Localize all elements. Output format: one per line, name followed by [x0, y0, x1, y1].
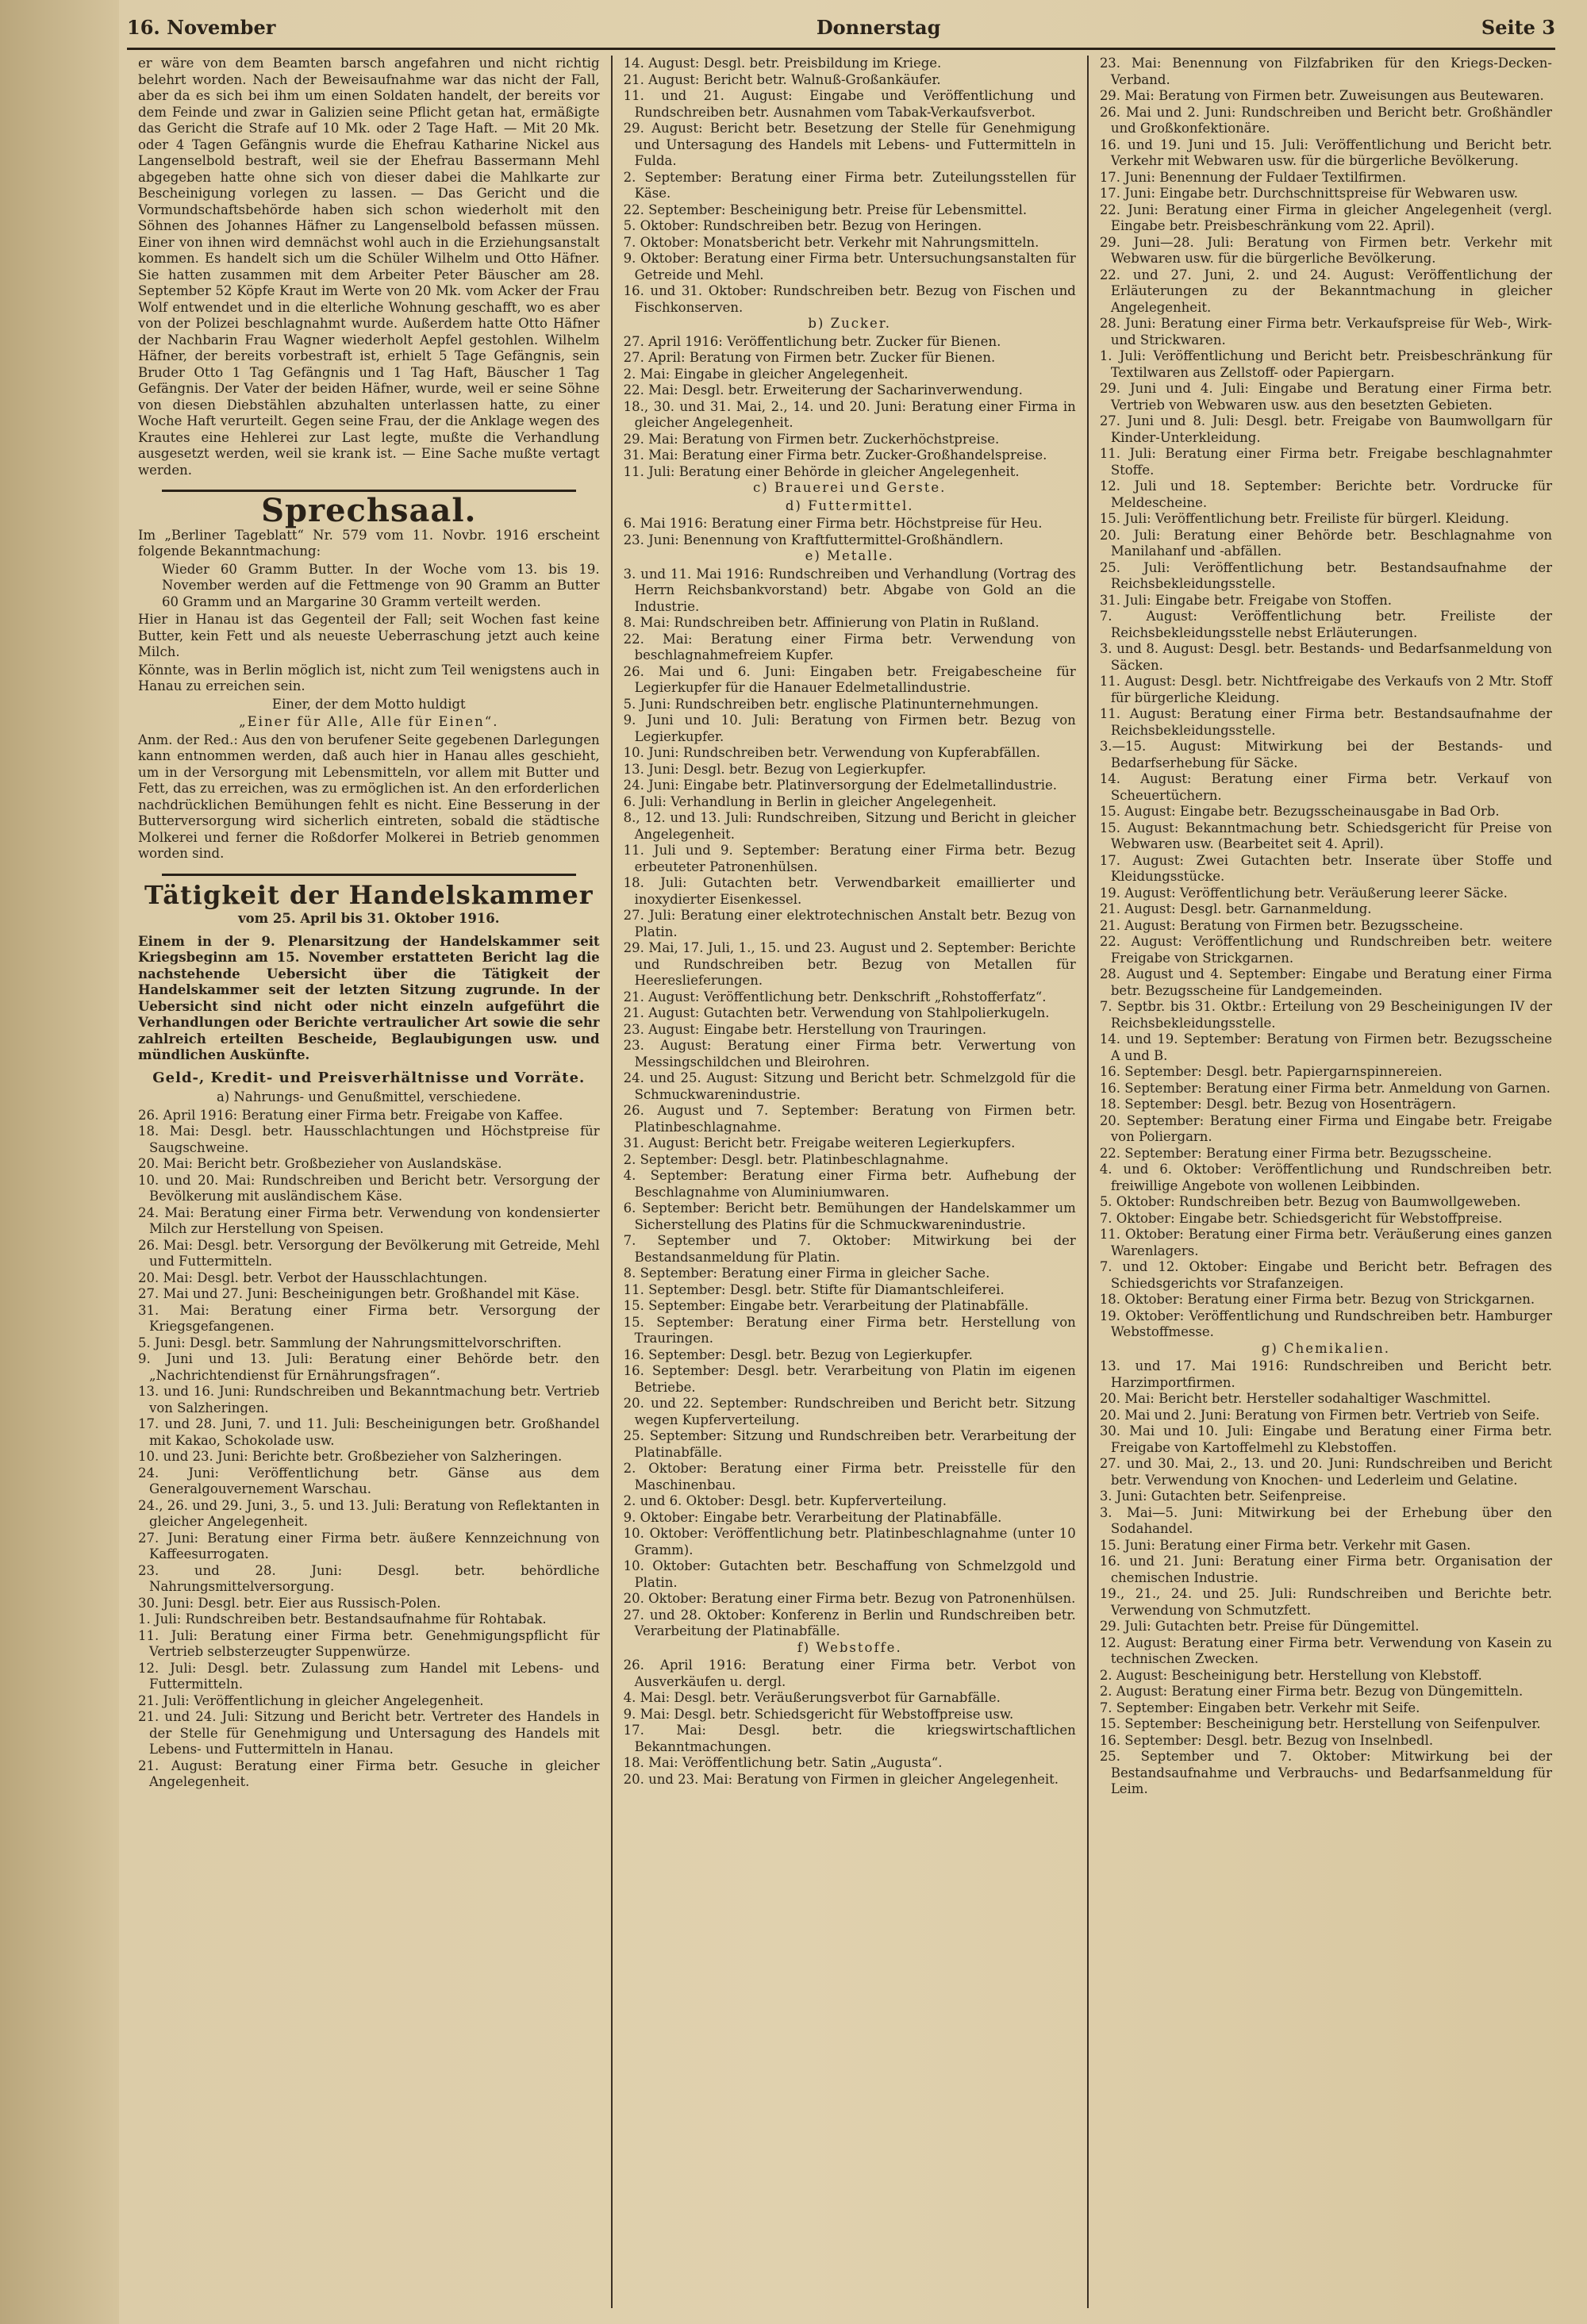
header-date: 16. November — [127, 15, 276, 39]
list-item: 23. Mai: Benennung von Filzfabriken für den Kriegs-Decken-Verband. — [1099, 56, 1553, 87]
list-item: 21. August: Gutachten betr. Verwendung von Stahlpolierkugeln. — [623, 1005, 1050, 1020]
list-item: 10. und 20. Mai: Rundschreiben und Bericht betr. Versorgung der Bevölkerung mit ausländischem Käse. — [138, 1172, 600, 1204]
list-item: 8. Mai: Rundschreiben betr. Affinierung von Platin in Rußland. — [623, 615, 1039, 630]
list-item: 16. und 19. Juni und 15. Juli: Veröffentlichung und Bericht betr. Verkehr mit Webwaren usw. für die bürgerliche Bevölkerung. — [1099, 136, 1553, 168]
list-item: 28. Juni: Beratung einer Firma betr. Verkaufspreise für Web-, Wirk- und Strickwaren. — [1099, 316, 1553, 348]
list-item: 7. September und 7. Oktober: Mitwirkung bei der Bestandsanmeldung für Platin. — [623, 1233, 1076, 1265]
list-item: 20. und 22. September: Rundschreiben und Bericht betr. Sitzung wegen Kupferverteilung. — [623, 1396, 1076, 1427]
list-item: 13. Juni: Desgl. betr. Bezug von Legierkupfer. — [623, 761, 927, 777]
list-item: 27. Juli: Beratung einer elektrotechnischen Anstalt betr. Bezug von Platin. — [623, 908, 1076, 939]
list-item: 23. und 28. Juni: Desgl. betr. behördliche Nahrungsmittelversorgung. — [138, 1562, 600, 1594]
list-item: 2. August: Bescheinigung betr. Herstellung von Klebstoff. — [1099, 1667, 1482, 1683]
list-item: 29. Juni—28. Juli: Beratung von Firmen betr. Verkehr mit Webwaren usw. für die bürgerliche Bevölkerung. — [1099, 234, 1553, 266]
list-item: 24. Juni: Eingabe betr. Platinversorgung der Edelmetallindustrie. — [623, 778, 1058, 793]
list-item: 10. Juni: Rundschreiben betr. Verwendung von Kupferabfällen. — [623, 745, 1041, 760]
list-item: 16. September: Desgl. betr. Bezug von Inselnbedl. — [1099, 1732, 1434, 1748]
list-item: 16. September: Desgl. betr. Verarbeitung von Platin im eigenen Betriebe. — [623, 1363, 1076, 1395]
list-item: 24. Mai: Beratung einer Firma betr. Verwendung von kondensierter Milch zur Herstellung von Speisen. — [138, 1204, 600, 1236]
list-item: 4. Mai: Desgl. betr. Veräußerungsverbot für Garnabfälle. — [623, 1690, 1001, 1705]
sprechsaal-text2: Könnte, was in Berlin möglich ist, nicht zum Teil wenigstens auch in Hanau zu erreichen sein. — [138, 662, 600, 693]
list-item: 20. September: Beratung einer Firma und Eingabe betr. Freigabe von Poliergarn. — [1099, 1112, 1553, 1144]
list-item: 7. Oktober: Eingabe betr. Schiedsgericht für Webstoffpreise. — [1099, 1210, 1503, 1226]
list-item: 11. Oktober: Beratung einer Firma betr. Veräußerung eines ganzen Warenlagers. — [1099, 1227, 1553, 1258]
column-2 — [611, 56, 1087, 2308]
list-item: 17. Mai: Desgl. betr. die kriegswirtschaftlichen Bekanntmachungen. — [623, 1723, 1076, 1754]
list-item: 29. Juli: Gutachten betr. Preise für Düngemittel. — [1099, 1619, 1420, 1634]
subsection-g: g) Chemikalien. — [1261, 1340, 1391, 1356]
list-item: 7. und 12. Oktober: Eingabe und Bericht betr. Befragen des Schiedsgerichts vor Strafanzeigen. — [1099, 1259, 1553, 1291]
list-item: 13. und 16. Juni: Rundschreiben und Bekanntmachung betr. Vertrieb von Salzheringen. — [138, 1384, 600, 1416]
subsection-e: e) Metalle. — [805, 548, 894, 563]
subsection-b: b) Zucker. — [808, 316, 892, 331]
list-item: 11. September: Desgl. betr. Stifte für Diamantschleiferei. — [623, 1281, 1005, 1297]
list-item: 20. und 23. Mai: Beratung von Firmen in gleicher Angelegenheit. — [623, 1771, 1059, 1787]
entries-list-f2 — [1100, 56, 1552, 1341]
list-item: 3.—15. August: Mitwirkung bei der Bestands- und Bedarfserhebung für Säcke. — [1099, 739, 1553, 770]
list-item: 23. August: Beratung einer Firma betr. Verwertung von Messingschildchen und Bleirohren. — [623, 1038, 1076, 1070]
list-item: 27. April 1916: Veröffentlichung betr. Zucker für Bienen. — [623, 333, 1001, 349]
list-item: 11. Juli: Beratung einer Firma betr. Freigabe beschlagnahmter Stoffe. — [1099, 446, 1553, 478]
list-item: 2. September: Desgl. betr. Platinbeschlagnahme. — [623, 1151, 949, 1167]
list-item: 11. und 21. August: Eingabe und Veröffentlichung und Rundschreiben betr. Ausnahmen vom Tabak-Verkaufsverbot. — [623, 88, 1076, 120]
page-header — [127, 6, 1555, 50]
list-item: 8., 12. und 13. Juli: Rundschreiben, Sitzung und Bericht in gleicher Angelegenheit. — [623, 810, 1076, 842]
list-item: 6. Mai 1916: Beratung einer Firma betr. Höchstpreise für Heu. — [623, 516, 1043, 531]
list-item: 14. und 19. September: Beratung von Firmen betr. Bezugsscheine A und B. — [1099, 1031, 1553, 1063]
subsection-a: a) Nahrungs- und Genußmittel, verschiedene. — [216, 1089, 521, 1104]
list-item: 21. August: Beratung einer Firma betr. Gesuche in gleicher Angelegenheit. — [138, 1757, 600, 1789]
header-page: Seite 3 — [1481, 15, 1555, 39]
list-item: 25. September: Sitzung und Rundschreiben betr. Verarbeitung der Platinabfälle. — [623, 1428, 1076, 1460]
list-item: 16. September: Desgl. betr. Papiergarnspinnereien. — [1099, 1064, 1443, 1079]
list-item: 16. September: Beratung einer Firma betr. Anmeldung von Garnen. — [1099, 1080, 1550, 1096]
list-item: 2. September: Beratung einer Firma betr. Zuteilungsstellen für Käse. — [623, 169, 1076, 201]
subsection-f: f) Webstoffe. — [797, 1639, 902, 1655]
list-item: 29. Juni und 4. Juli: Eingabe und Beratung einer Firma betr. Vertrieb von Webwaren usw. aus den besetzten Gebieten. — [1099, 381, 1553, 413]
kammer-subtitle: vom 25. April bis 31. Oktober 1916. — [238, 911, 500, 926]
list-item: 21. und 24. Juli: Sitzung und Bericht betr. Vertreter des Handels in der Stelle für Genehmigung und Untersagung des Handels mit Lebens- und Futtermitteln in Hanau. — [138, 1709, 600, 1757]
list-item: 27. Mai und 27. Juni: Bescheinigungen betr. Großhandel mit Käse. — [138, 1286, 580, 1301]
list-item: 20. Mai: Bericht betr. Großbezieher von Auslandskäse. — [138, 1156, 502, 1171]
list-item: 27. April: Beratung von Firmen betr. Zucker für Bienen. — [623, 350, 996, 365]
list-item: 15. September: Beratung einer Firma betr. Herstellung von Trauringen. — [623, 1314, 1076, 1346]
list-item: 22. Mai: Desgl. betr. Erweiterung der Sacharinverwendung. — [623, 382, 1023, 398]
list-item: 15. September: Eingabe betr. Verarbeitung der Platinabfälle. — [623, 1298, 1029, 1313]
entries-list-b — [624, 334, 1076, 481]
article-intro: er wäre von dem Beamten barsch angefahren und nicht richtig belehrt worden. Nach der Beweisaufnahme war das nicht der Fall, aber da es sich bei ihm um einen Soldaten handelt, der bereits vor dem Feinde und zwar in Galizien seine Pflicht getan hat, ermäßigte das Gericht die Strafe auf 10 Mk. oder 2 Tage Haft. — Mit 20 Mk. oder 4 Tagen Gefängnis wurde die Ehefrau Katharine Nickel aus Langenselbold bestraft, weil sie der Ehefrau Bassermann Mehl abgegeben hatte ohne sich von dieser dabei die Mahlkarte zur Bescheinigung vorlegen zu lassen. — Das Gericht und die Vormundschaftsbehörde haben sich schon wiederholt mit den Söhnen des Johannes Häfner zu Langenselbold befassen müssen. Einer von ihnen wird demnächst wohl auch in die Erziehungsanstalt kommen. Es handelt sich um die Schüler Wilhelm und Otto Häfner. Sie hatten zusammen mit dem Arbeiter Peter Bäuscher am 28. September 52 Köpfe Kraut im Werte von 20 Mk. vom Acker der Frau Wolf entwendet und in die elterliche Wohnung geschafft, wo es aber von der Polizei beschlagnahmt wurde. Außerdem hatte Otto Häfner der Nachbarin Frau Wagner wiederholt Aepfel gestohlen. Wilhelm Häfner, der bereits vorbestraft ist, erhielt 5 Tage Gefängnis, sein Bruder Otto 1 Tag Gefängnis und 1 Tag Haft, Bäuscher 1 Tag Gefängnis. Der Vater der beiden Häfner, wurde, weil er seine Söhne von diesen Diebstählen abzuhalten unterlassen hatte, zu einer Woche Haft verurteilt. Gegen seine Frau, der die Anklage wegen des Krautes eine Hehlerei zur Last legte, mußte die Verhandlung ausgesetzt werden, weil sie krank ist. — Eine Sache mußte vertagt werden. — [138, 56, 600, 478]
list-item: 23. Juni: Benennung von Kraftfuttermittel-Großhändlern. — [623, 532, 1004, 547]
list-item: 12. August: Beratung einer Firma betr. Verwendung von Kasein zu technischen Zwecken. — [1099, 1634, 1553, 1666]
list-item: 20. Mai und 2. Juni: Beratung von Firmen betr. Vertrieb von Seife. — [1099, 1407, 1540, 1423]
list-item: 22. und 27. Juni, 2. und 24. August: Veröffentlichung der Erläuterungen zu der Bekanntmachung in gleicher Angelegenheit. — [1099, 267, 1553, 315]
list-item: 26. August und 7. September: Beratung von Firmen betr. Platinbeschlagnahme. — [623, 1103, 1076, 1135]
list-item: 7. September: Eingaben betr. Verkehr mit Seife. — [1099, 1700, 1420, 1715]
list-item: 27. und 28. Oktober: Konferenz in Berlin und Rundschreiben betr. Verarbeitung der Platinabfälle. — [623, 1607, 1076, 1638]
list-item: 20. Oktober: Beratung einer Firma betr. Bezug von Patronenhülsen. — [623, 1591, 1076, 1606]
list-item: 7. Oktober: Monatsbericht betr. Verkehr mit Nahrungsmitteln. — [623, 234, 1039, 250]
list-item: 6. Juli: Verhandlung in Berlin in gleicher Angelegenheit. — [623, 793, 997, 809]
entries-list-a — [138, 1108, 600, 1791]
list-item: 30. Mai und 10. Juli: Eingabe und Beratung einer Firma betr. Freigabe von Kartoffelmehl zu Klebstoffen. — [1099, 1423, 1553, 1455]
list-item: 22. August: Veröffentlichung und Rundschreiben betr. weitere Freigabe von Strickgarnen. — [1099, 934, 1553, 966]
list-item: 2. Mai: Eingabe in gleicher Angelegenheit. — [623, 366, 909, 382]
list-item: 29. Mai: Beratung von Firmen betr. Zuweisungen aus Beutewaren. — [1099, 88, 1544, 103]
list-item: 25. September und 7. Oktober: Mitwirkung bei der Bestandsaufnahme und Verbrauchs- und Bedarfsanmeldung für Leim. — [1099, 1749, 1553, 1796]
list-item: 27. Juni: Beratung einer Firma betr. äußere Kennzeichnung von Kaffeesurrogaten. — [138, 1530, 600, 1561]
list-item: 11. August: Desgl. betr. Nichtfreigabe des Verkaufs von 2 Mtr. Stoff für bürgerliche Kleidung. — [1099, 674, 1553, 705]
list-item: 18. Mai: Desgl. betr. Hausschlachtungen und Höchstpreise für Saugschweine. — [138, 1124, 600, 1155]
list-item: 18. Juli: Gutachten betr. Verwendbarkeit emaillierter und inoxydierter Eisenkessel. — [623, 875, 1076, 907]
list-item: 4. und 6. Oktober: Veröffentlichung und Rundschreiben betr. freiwillige Angebote von wollenen Leibbinden. — [1099, 1162, 1553, 1193]
list-item: 15. Juli: Veröffentlichung betr. Freiliste für bürgerl. Kleidung. — [1099, 511, 1509, 526]
list-item: 15. August: Eingabe betr. Bezugsscheinausgabe in Bad Orb. — [1099, 804, 1500, 819]
list-item: 20. Mai: Desgl. betr. Verbot der Hausschlachtungen. — [138, 1270, 488, 1285]
list-item: 17. August: Zwei Gutachten betr. Inserate über Stoffe und Kleidungsstücke. — [1099, 852, 1553, 884]
list-item: 16. und 21. Juni: Beratung einer Firma betr. Organisation der chemischen Industrie. — [1099, 1554, 1553, 1585]
list-item: 5. Juni: Rundschreiben betr. englische Platinunternehmungen. — [623, 696, 1039, 712]
list-item: 9. Juni und 13. Juli: Beratung einer Behörde betr. den „Nachrichtendienst für Ernährungsfragen“. — [138, 1351, 600, 1383]
list-item: 24., 26. und 29. Juni, 3., 5. und 13. Juli: Beratung von Reflektanten in gleicher Angelegenheit. — [138, 1497, 600, 1529]
list-item: 18. Mai: Veröffentlichung betr. Satin „Augusta“. — [623, 1755, 943, 1770]
columns — [127, 56, 1563, 2308]
list-item: 5. Juni: Desgl. betr. Sammlung der Nahrungsmittelvorschriften. — [138, 1335, 562, 1350]
sprechsaal-quote: Wieder 60 Gramm Butter. In der Woche vom 13. bis 19. November werden auf die Fettmenge von 90 Gramm an Butter 60 Gramm und an Margarine 30 Gramm verteilt werden. — [162, 561, 600, 609]
list-item: 29. Mai, 17. Juli, 1., 15. und 23. August und 2. September: Berichte und Rundschreiben betr. Bezug von Metallen für Heereslieferungen. — [623, 940, 1076, 988]
list-item: 17. Juni: Eingabe betr. Durchschnittspreise für Webwaren usw. — [1099, 186, 1519, 201]
list-item: 27. und 30. Mai, 2., 13. und 20. Juni: Rundschreiben und Bericht betr. Verwendung von Knochen- und Lederleim und Gelatine. — [1099, 1456, 1553, 1488]
list-item: 19., 21., 24. und 25. Juli: Rundschreiben und Berichte betr. Verwendung von Schmutzfett. — [1099, 1586, 1553, 1618]
list-item: 12. Juli und 18. September: Berichte betr. Vordrucke für Meldescheine. — [1099, 478, 1553, 510]
sprechsaal-sign: Einer, der dem Motto huldigt — [271, 696, 466, 712]
sprechsaal-motto: „Einer für Alle, Alle für Einen“. — [239, 714, 499, 729]
list-item: 12. Juli: Desgl. betr. Zulassung zum Handel mit Lebens- und Futtermitteln. — [138, 1660, 600, 1692]
list-item: 9. Mai: Desgl. betr. Schiedsgericht für Webstoffpreise usw. — [623, 1706, 1014, 1722]
list-item: 11. August: Beratung einer Firma betr. Bestandsaufnahme der Reichsbekleidungsstelle. — [1099, 706, 1553, 738]
list-item: 13. und 17. Mai 1916: Rundschreiben und Bericht betr. Harzimportfirmen. — [1099, 1358, 1553, 1390]
list-item: 3. Juni: Gutachten betr. Seifenpreise. — [1099, 1489, 1347, 1504]
list-item: 7. August: Veröffentlichung betr. Freiliste der Reichsbekleidungsstelle nebst Erläuterungen. — [1099, 609, 1553, 640]
list-item: 15. August: Bekanntmachung betr. Schiedsgericht für Preise von Webwaren usw. (Bearbeitet seit 4. April). — [1099, 820, 1553, 851]
sprechsaal-title: Sprechsaal. — [261, 492, 477, 529]
list-item: 16. September: Desgl. betr. Bezug von Legierkupfer. — [623, 1346, 973, 1362]
list-item: 26. April 1916: Beratung einer Firma betr. Verbot von Ausverkäufen u. dergl. — [623, 1658, 1076, 1689]
list-item: 31. August: Bericht betr. Freigabe weiteren Legierkupfers. — [623, 1135, 1016, 1150]
list-item: 30. Juni: Desgl. betr. Eier aus Russisch-Polen. — [138, 1595, 441, 1611]
list-item: 14. August: Desgl. betr. Preisbildung im Kriege. — [623, 56, 942, 71]
list-item: 21. August: Beratung von Firmen betr. Bezugsscheine. — [1099, 917, 1464, 933]
list-item: 1. Juli: Rundschreiben betr. Bestandsaufnahme für Rohtabak. — [138, 1611, 547, 1627]
list-item: 29. August: Bericht betr. Besetzung der Stelle für Genehmigung und Untersagung des Handels mit Lebens- und Futtermitteln in Fulda. — [623, 121, 1076, 168]
list-item: 23. August: Eingabe betr. Herstellung von Trauringen. — [623, 1021, 987, 1037]
list-item: 29. Mai: Beratung von Firmen betr. Zuckerhöchstpreise. — [623, 431, 1000, 447]
list-item: 2. Oktober: Beratung einer Firma betr. Preisstelle für den Maschinenbau. — [623, 1461, 1076, 1492]
list-item: 11. Juli: Beratung einer Firma betr. Genehmigungspflicht für Vertrieb selbsterzeugter Suppenwürze. — [138, 1627, 600, 1659]
list-item: 15. September: Bescheinigung betr. Herstellung von Seifenpulver. — [1099, 1716, 1541, 1731]
list-item: 24. Juni: Veröffentlichung betr. Gänse aus dem Generalgouvernement Warschau. — [138, 1465, 600, 1496]
list-item: 22. September: Beratung einer Firma betr. Bezugsscheine. — [1099, 1145, 1492, 1161]
list-item: 7. Septbr. bis 31. Oktbr.: Erteilung von 29 Bescheinigungen IV der Reichsbekleidungsstelle. — [1099, 999, 1553, 1031]
list-item: 16. und 31. Oktober: Rundschreiben betr. Bezug von Fischen und Fischkonserven. — [623, 283, 1076, 315]
list-item: 31. Mai: Beratung einer Firma betr. Versorgung der Kriegsgefangenen. — [138, 1302, 600, 1334]
list-item: 20. Mai: Bericht betr. Hersteller sodahaltiger Waschmittel. — [1099, 1391, 1491, 1406]
list-item: 5. Oktober: Rundschreiben betr. Bezug von Heringen. — [623, 218, 982, 233]
list-item: 27. Juni und 8. Juli: Desgl. betr. Freigabe von Baumwollgarn für Kinder-Unterkleidung. — [1099, 413, 1553, 445]
list-item: 11. Juli und 9. September: Beratung einer Firma betr. Bezug erbeuteter Patronenhülsen. — [623, 843, 1076, 874]
list-item: 4. September: Beratung einer Firma betr. Aufhebung der Beschlagnahme von Aluminiumwaren. — [623, 1168, 1076, 1200]
list-item: 21. Juli: Veröffentlichung in gleicher Angelegenheit. — [138, 1692, 484, 1708]
list-item: 31. Mai: Beratung einer Firma betr. Zucker-Großhandelspreise. — [623, 448, 1047, 463]
list-item: 22. Juni: Beratung einer Firma in gleicher Angelegenheit (vergl. Eingabe betr. Preisbeschränkung vom 22. April). — [1099, 202, 1553, 233]
list-item: 21. August: Veröffentlichung betr. Denkschrift „Rohstofferfatz“. — [623, 989, 1047, 1005]
list-item: 22. Mai: Beratung einer Firma betr. Verwendung von beschlagnahmefreiem Kupfer. — [623, 631, 1076, 663]
list-item: 26. April 1916: Beratung einer Firma betr. Freigabe von Kaffee. — [138, 1107, 563, 1123]
sprechsaal-intro: Im „Berliner Tageblatt“ Nr. 579 vom 11. Novbr. 1916 erscheint folgende Bekanntmachung: — [138, 527, 600, 559]
list-item: 1. Juli: Veröffentlichung und Bericht betr. Preisbeschränkung für Textilwaren aus Zellstoff- oder Papiergarn. — [1099, 348, 1553, 380]
entries-list-g — [1100, 1358, 1552, 1798]
list-item: 3. und 8. August: Desgl. betr. Bestands- und Bedarfsanmeldung von Säcken. — [1099, 641, 1553, 673]
list-item: 2. August: Beratung einer Firma betr. Bezug von Düngemitteln. — [1099, 1684, 1524, 1699]
column-1 — [127, 56, 611, 2308]
list-item: 3. Mai—5. Juni: Mitwirkung bei der Erhebung über den Sodahandel. — [1099, 1504, 1553, 1536]
kammer-title: Tätigkeit der Handelskammer — [144, 879, 594, 910]
section-title: Geld-, Kredit- und Preisverhältnisse und Vorräte. — [152, 1069, 586, 1086]
list-item: 26. Mai und 6. Juni: Eingaben betr. Freigabescheine für Legierkupfer für die Hanauer Edelmetallindustrie. — [623, 663, 1076, 695]
list-item: 17. Juni: Benennung der Fuldaer Textilfirmen. — [1099, 169, 1407, 185]
list-item: 8. September: Beratung einer Firma in gleicher Sache. — [623, 1266, 990, 1281]
list-item: 26. Mai und 2. Juni: Rundschreiben und Bericht betr. Großhändler und Großkonfektionäre. — [1099, 104, 1553, 136]
list-item: 17. und 28. Juni, 7. und 11. Juli: Bescheinigungen betr. Großhandel mit Kakao, Schokolade usw. — [138, 1416, 600, 1448]
sprechsaal-text: Hier in Hanau ist das Gegenteil der Fall; seit Wochen fast keine Butter, kein Fett und als neueste Ueberraschung jetzt auch keine Milch. — [138, 612, 600, 659]
list-item: 14. August: Beratung einer Firma betr. Verkauf von Scheuertüchern. — [1099, 771, 1553, 803]
list-item: 22. September: Bescheinigung betr. Preise für Lebensmittel. — [623, 202, 1028, 217]
list-item: 2. und 6. Oktober: Desgl. betr. Kupferverteilung. — [623, 1493, 947, 1508]
list-item: 9. Juni und 10. Juli: Beratung von Firmen betr. Bezug von Legierkupfer. — [623, 713, 1076, 744]
list-item: 11. Juli: Beratung einer Behörde in gleicher Angelegenheit. — [623, 463, 1020, 479]
list-item: 3. und 11. Mai 1916: Rundschreiben und Verhandlung (Vortrag des Herrn Reichsbankvorstand) betr. Abgabe von Gold an die Industrie. — [623, 566, 1076, 614]
list-item: 20. Juli: Beratung einer Behörde betr. Beschlagnahme von Manilahanf und -abfällen. — [1099, 527, 1553, 559]
entries-list-e — [624, 567, 1076, 1640]
list-item: 19. Oktober: Veröffentlichung und Rundschreiben betr. Hamburger Webstoffmesse. — [1099, 1308, 1553, 1339]
list-item: 10. Oktober: Veröffentlichung betr. Platinbeschlagnahme (unter 10 Gramm). — [623, 1526, 1076, 1558]
list-item: 5. Oktober: Rundschreiben betr. Bezug von Baumwollgeweben. — [1099, 1194, 1521, 1209]
column-3 — [1087, 56, 1563, 2308]
entries-list-f — [624, 1658, 1076, 1788]
list-item: 26. Mai: Desgl. betr. Versorgung der Bevölkerung mit Getreide, Mehl und Futtermitteln. — [138, 1237, 600, 1269]
list-item: 10. Oktober: Gutachten betr. Beschaffung von Schmelzgold und Platin. — [623, 1558, 1076, 1590]
list-item: 18. Oktober: Beratung einer Firma betr. Bezug von Strickgarnen. — [1099, 1292, 1535, 1307]
list-item: 9. Oktober: Beratung einer Firma betr. Untersuchungsanstalten für Getreide und Mehl. — [623, 251, 1076, 282]
subsection-c: c) Brauerei und Gerste. — [753, 480, 947, 495]
editor-note: Anm. der Red.: Aus den von berufener Seite gegebenen Darlegungen kann entnommen werden, daß auch hier in Hanau alles geschieht, um in der Versorgung mit Lebensmitteln, vor allem mit Butter und Fett, das zu erreichen, was zu ermöglichen ist. An den erforderlichen nachdrücklichen Bemühungen fehlt es nicht. Eine Besserung in der Butterversorgung wird sicherlich eintreten, sobald die städtische Molkerei und ferner die Roßdorfer Molkerei in Betrieb genommen worden sind. — [138, 732, 600, 861]
header-day: Donnerstag — [816, 15, 941, 39]
list-item: 18. September: Desgl. betr. Bezug von Hosenträgern. — [1099, 1097, 1457, 1112]
list-item: 21. August: Desgl. betr. Garnanmeldung. — [1099, 901, 1372, 916]
list-item: 9. Oktober: Eingabe betr. Verarbeitung der Platinabfälle. — [623, 1509, 1002, 1525]
list-item: 31. Juli: Eingabe betr. Freigabe von Stoffen. — [1099, 592, 1393, 608]
adjacent-page-edge — [0, 0, 119, 2324]
subsection-d: d) Futtermittel. — [785, 497, 914, 513]
list-item: 10. und 23. Juni: Berichte betr. Großbezieher von Salzheringen. — [138, 1449, 563, 1464]
list-item: 19. August: Veröffentlichung betr. Veräußerung leerer Säcke. — [1099, 885, 1508, 901]
list-item: 18., 30. und 31. Mai, 2., 14. und 20. Juni: Beratung einer Firma in gleicher Angelegenheit. — [623, 398, 1076, 430]
entries-list-d — [624, 516, 1076, 548]
list-item: 28. August und 4. September: Eingabe und Beratung einer Firma betr. Bezugsscheine für Landgemeinden. — [1099, 966, 1553, 998]
entries-list-a2 — [624, 56, 1076, 316]
list-item: 21. August: Bericht betr. Walnuß-Großankäufer. — [623, 71, 941, 87]
list-item: 25. Juli: Veröffentlichung betr. Bestandsaufnahme der Reichsbekleidungsstelle. — [1099, 559, 1553, 591]
kammer-intro: Einem in der 9. Plenarsitzung der Handelskammer seit Kriegsbeginn am 15. November erstatteten Bericht lag die nachstehende Uebersicht über die Tätigkeit der Handelskammer seit der letzten Sitzung zugrunde. In der Uebersicht sind nicht oder nicht einzeln aufgeführt die Verhandlungen oder Berichte vertraulicher Art sowie die sehr zahlreich erteilten Bescheide, Beglaubigungen usw. und mündlichen Auskünfte. — [138, 933, 600, 1062]
list-item: 6. September: Bericht betr. Bemühungen der Handelskammer um Sicherstellung des Platins für die Schmuckwarenindustrie. — [623, 1200, 1076, 1232]
divider — [162, 874, 576, 876]
list-item: 24. und 25. August: Sitzung und Bericht betr. Schmelzgold für die Schmuckwarenindustrie. — [623, 1070, 1076, 1102]
list-item: 15. Juni: Beratung einer Firma betr. Verkehr mit Gasen. — [1099, 1537, 1471, 1553]
